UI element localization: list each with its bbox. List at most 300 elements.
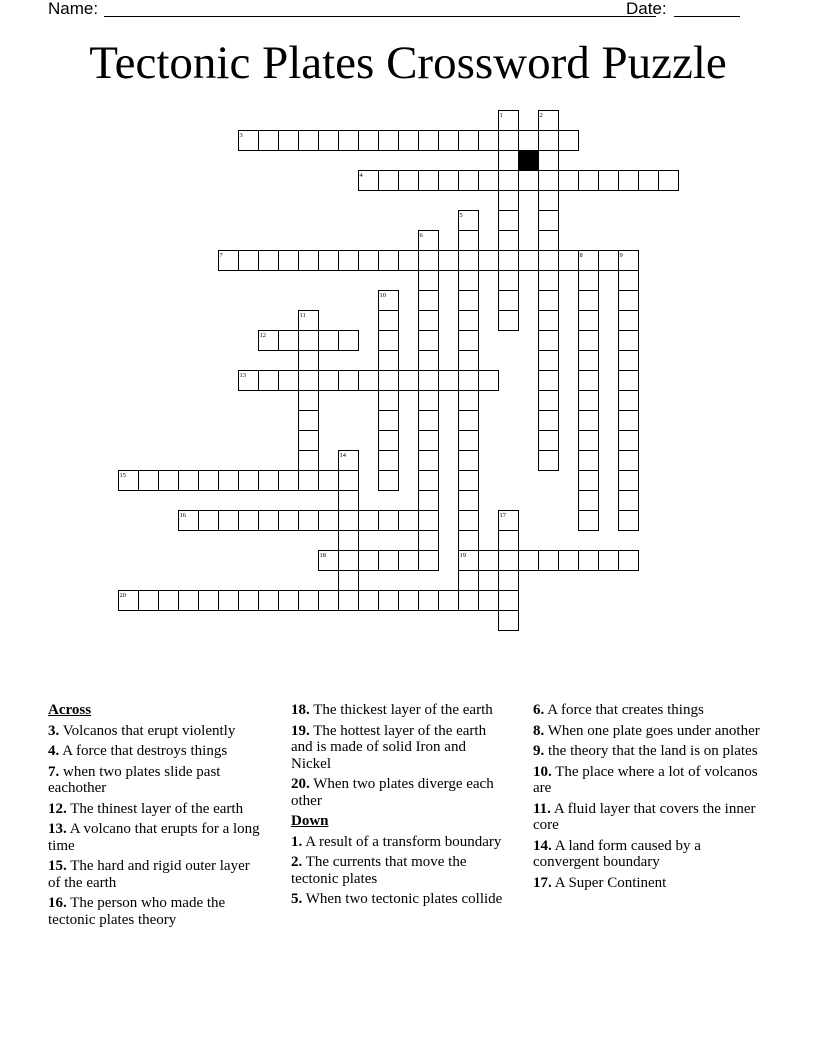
grid-cell[interactable] xyxy=(279,591,299,611)
grid-cell[interactable] xyxy=(359,511,379,531)
page-title: Tectonic Plates Crossword Puzzle xyxy=(89,37,727,89)
clue-text: The person who made the tectonic plates theory xyxy=(48,895,226,928)
grid-cell[interactable] xyxy=(499,131,519,151)
grid-cell[interactable] xyxy=(499,251,519,271)
grid-cell[interactable] xyxy=(359,131,379,151)
grid-cell[interactable] xyxy=(299,331,319,351)
clue-text: The hottest layer of the earth and is made of solid Iron and Nickel xyxy=(291,722,487,772)
grid-cell[interactable] xyxy=(379,591,399,611)
down-clue xyxy=(533,764,761,797)
grid-cell[interactable] xyxy=(379,351,399,371)
grid-cell[interactable] xyxy=(459,131,479,151)
grid-cell[interactable] xyxy=(459,591,479,611)
grid-cell[interactable] xyxy=(139,471,159,491)
grid-cell[interactable] xyxy=(499,311,519,331)
grid-cell[interactable] xyxy=(459,451,479,471)
clue-text: A volcano that erupts for a long time xyxy=(48,821,260,854)
grid-cell[interactable] xyxy=(599,171,619,191)
grid-cell[interactable] xyxy=(539,391,559,411)
across-clue xyxy=(291,723,509,773)
clue-number-label: 6 xyxy=(419,232,423,239)
grid-cell[interactable] xyxy=(279,251,299,271)
grid-cell[interactable] xyxy=(479,171,499,191)
clue-text: A fluid layer that covers the inner core xyxy=(533,800,756,833)
grid-cell[interactable] xyxy=(159,591,179,611)
grid-cell[interactable] xyxy=(659,171,679,191)
grid-cell[interactable] xyxy=(499,291,519,311)
grid-cell[interactable] xyxy=(279,131,299,151)
grid-cell[interactable] xyxy=(379,391,399,411)
grid-cell[interactable] xyxy=(419,351,439,371)
grid-cell[interactable] xyxy=(419,531,439,551)
grid-cell[interactable] xyxy=(579,391,599,411)
name-label: Name: xyxy=(48,0,99,18)
grid-cell[interactable] xyxy=(219,591,239,611)
grid-cell[interactable] xyxy=(179,471,199,491)
grid-cell[interactable] xyxy=(339,371,359,391)
clue-column-2 xyxy=(291,702,509,912)
grid-cell[interactable] xyxy=(399,251,419,271)
across-clue xyxy=(48,723,264,740)
grid-cell[interactable] xyxy=(299,431,319,451)
grid-cell[interactable] xyxy=(539,311,559,331)
clue-number-label: 5 xyxy=(459,212,463,219)
grid-cell[interactable] xyxy=(579,551,599,571)
grid-cell[interactable] xyxy=(419,491,439,511)
grid-cell[interactable] xyxy=(459,571,479,591)
grid-cell[interactable] xyxy=(499,571,519,591)
grid-cell[interactable] xyxy=(299,591,319,611)
grid-cell[interactable] xyxy=(359,591,379,611)
grid-cell[interactable] xyxy=(279,511,299,531)
grid-cell[interactable] xyxy=(339,471,359,491)
clue-number-label: 19 xyxy=(459,552,466,559)
grid-cell[interactable] xyxy=(619,291,639,311)
grid-cell[interactable] xyxy=(339,551,359,571)
grid-cell[interactable] xyxy=(319,131,339,151)
down-clue xyxy=(533,838,761,871)
grid-cell[interactable] xyxy=(599,551,619,571)
clue-text: the theory that the land is on plates xyxy=(548,743,758,759)
grid-cell[interactable] xyxy=(579,431,599,451)
clue-number: 16. xyxy=(48,895,67,911)
grid-cell[interactable] xyxy=(499,171,519,191)
grid-cell[interactable] xyxy=(519,171,539,191)
grid-cell[interactable] xyxy=(219,471,239,491)
grid-cell[interactable] xyxy=(539,191,559,211)
grid-cell[interactable] xyxy=(279,471,299,491)
grid-cell[interactable] xyxy=(579,351,599,371)
grid-cell[interactable] xyxy=(379,511,399,531)
grid-cell[interactable] xyxy=(539,371,559,391)
down-clue xyxy=(533,875,761,892)
clue-number: 6. xyxy=(533,702,545,718)
grid-cell[interactable] xyxy=(519,551,539,571)
grid-cell[interactable] xyxy=(499,611,519,631)
grid-cell[interactable] xyxy=(219,511,239,531)
grid-cell[interactable] xyxy=(479,591,499,611)
grid-cell[interactable] xyxy=(419,251,439,271)
grid-cell[interactable] xyxy=(259,471,279,491)
grid-cell[interactable] xyxy=(299,251,319,271)
grid-cell[interactable] xyxy=(319,511,339,531)
grid-cell[interactable] xyxy=(419,431,439,451)
grid-cell[interactable] xyxy=(539,411,559,431)
grid-cell[interactable] xyxy=(439,131,459,151)
grid-cell[interactable] xyxy=(499,271,519,291)
grid-cell[interactable] xyxy=(239,251,259,271)
grid-cell[interactable] xyxy=(379,431,399,451)
grid-cell[interactable] xyxy=(399,551,419,571)
clue-number: 19. xyxy=(291,722,310,739)
clue-number-label: 4 xyxy=(359,172,363,179)
grid-cell[interactable] xyxy=(459,371,479,391)
grid-cell[interactable] xyxy=(399,591,419,611)
clue-number-label: 9 xyxy=(619,252,623,259)
grid-cell[interactable] xyxy=(379,251,399,271)
date-label: Date: xyxy=(626,0,667,18)
grid-cell[interactable] xyxy=(539,211,559,231)
grid-cell[interactable] xyxy=(419,411,439,431)
grid-cell[interactable] xyxy=(579,451,599,471)
across-clue xyxy=(291,702,509,719)
grid-cell[interactable] xyxy=(399,171,419,191)
grid-cell[interactable] xyxy=(319,251,339,271)
clue-text: The currents that move the tectonic plates xyxy=(291,854,467,887)
grid-cell[interactable] xyxy=(519,251,539,271)
grid-cell[interactable] xyxy=(459,531,479,551)
grid-cell[interactable] xyxy=(459,471,479,491)
grid-cell[interactable] xyxy=(259,591,279,611)
grid-cell[interactable] xyxy=(579,511,599,531)
clue-number: 20. xyxy=(291,776,310,792)
down-clue xyxy=(533,801,761,834)
grid-cell[interactable] xyxy=(579,371,599,391)
clue-text: When two plates diverge each other xyxy=(291,776,494,809)
grid-cell[interactable] xyxy=(619,471,639,491)
grid-cell[interactable] xyxy=(459,271,479,291)
clue-number: 2. xyxy=(291,854,303,870)
clue-number: 17. xyxy=(533,874,552,891)
clue-number: 9. xyxy=(533,743,545,759)
grid-cell[interactable] xyxy=(419,271,439,291)
grid-cell[interactable] xyxy=(419,471,439,491)
grid-cell[interactable] xyxy=(199,511,219,531)
grid-cell[interactable] xyxy=(579,291,599,311)
clue-number-label: 17 xyxy=(499,512,506,519)
grid-cell[interactable] xyxy=(539,291,559,311)
down-clue xyxy=(533,723,761,740)
grid-cell[interactable] xyxy=(599,251,619,271)
clue-column-1 xyxy=(48,702,264,932)
grid-cell[interactable] xyxy=(319,591,339,611)
clue-number: 15. xyxy=(48,858,67,874)
across-clue xyxy=(48,895,264,928)
clue-number: 13. xyxy=(48,821,67,837)
grid-cell[interactable] xyxy=(259,131,279,151)
clue-number: 8. xyxy=(533,722,545,739)
clue-number: 12. xyxy=(48,800,67,817)
grid-cell[interactable] xyxy=(579,331,599,351)
grid-cell[interactable] xyxy=(279,371,299,391)
grid-cell[interactable] xyxy=(379,411,399,431)
across-clue xyxy=(48,821,264,854)
clue-number: 11. xyxy=(533,800,551,817)
grid-cell[interactable] xyxy=(319,331,339,351)
grid-cell[interactable] xyxy=(459,291,479,311)
across-clue xyxy=(48,801,264,818)
grid-cell[interactable] xyxy=(539,351,559,371)
grid-cell[interactable] xyxy=(299,471,319,491)
across-clue xyxy=(48,743,264,760)
grid-cell[interactable] xyxy=(199,591,219,611)
clue-number-label: 7 xyxy=(219,252,223,259)
clue-text: The thickest layer of the earth xyxy=(313,702,493,718)
grid-cell[interactable] xyxy=(419,311,439,331)
clue-number-label: 13 xyxy=(239,372,246,379)
clue-text: The hard and rigid outer layer of the earth xyxy=(48,858,250,891)
grid-cell[interactable] xyxy=(579,411,599,431)
clue-number-label: 8 xyxy=(579,252,583,259)
grid-cell[interactable] xyxy=(579,171,599,191)
grid-cell[interactable] xyxy=(299,391,319,411)
grid-cell[interactable] xyxy=(539,551,559,571)
grid-cell[interactable] xyxy=(419,551,439,571)
grid-cell[interactable] xyxy=(459,391,479,411)
grid-cell[interactable] xyxy=(199,471,219,491)
grid-cell[interactable] xyxy=(619,351,639,371)
clue-number: 10. xyxy=(533,763,552,780)
grid-cell[interactable] xyxy=(579,311,599,331)
grid-cell[interactable] xyxy=(339,131,359,151)
grid-cell[interactable] xyxy=(179,591,199,611)
grid-cell[interactable] xyxy=(619,171,639,191)
grid-cell[interactable] xyxy=(379,551,399,571)
grid-cell[interactable] xyxy=(639,171,659,191)
clue-number-label: 3 xyxy=(239,132,243,139)
clue-number: 14. xyxy=(533,837,552,854)
grid-cell[interactable] xyxy=(539,131,559,151)
grid-cell[interactable] xyxy=(139,591,159,611)
down-clue xyxy=(533,743,761,760)
grid-cell[interactable] xyxy=(459,311,479,331)
clue-text: The place where a lot of volcanos are xyxy=(533,763,758,796)
clue-column-3 xyxy=(533,702,761,895)
grid-cell[interactable] xyxy=(459,411,479,431)
grid-cell[interactable] xyxy=(539,451,559,471)
grid-cell[interactable] xyxy=(259,251,279,271)
grid-cell[interactable] xyxy=(419,371,439,391)
grid-cell[interactable] xyxy=(499,591,519,611)
clue-number-label: 11 xyxy=(299,312,306,319)
grid-cell[interactable] xyxy=(299,371,319,391)
grid-cell[interactable] xyxy=(419,291,439,311)
grid-cell[interactable] xyxy=(559,551,579,571)
grid-cell[interactable] xyxy=(319,371,339,391)
down-clue xyxy=(291,891,509,908)
grid-cell[interactable] xyxy=(339,331,359,351)
grid-cell[interactable] xyxy=(399,131,419,151)
grid-cell[interactable] xyxy=(539,231,559,251)
grid-cell[interactable] xyxy=(559,131,579,151)
grid-cell[interactable] xyxy=(619,391,639,411)
grid-cell[interactable] xyxy=(319,471,339,491)
grid-cell[interactable] xyxy=(479,551,499,571)
grid-cell[interactable] xyxy=(419,171,439,191)
grid-cell[interactable] xyxy=(459,431,479,451)
clue-text: When one plate goes under another xyxy=(547,722,760,739)
grid-cell[interactable] xyxy=(299,451,319,471)
grid-cell[interactable] xyxy=(379,131,399,151)
grid-cell[interactable] xyxy=(279,331,299,351)
grid-cell[interactable] xyxy=(579,271,599,291)
grid-cell[interactable] xyxy=(479,131,499,151)
grid-cell[interactable] xyxy=(439,171,459,191)
grid-cell[interactable] xyxy=(379,311,399,331)
grid-cell[interactable] xyxy=(339,571,359,591)
grid-cell[interactable] xyxy=(619,371,639,391)
grid-cell[interactable] xyxy=(359,251,379,271)
grid-cell[interactable] xyxy=(419,591,439,611)
clue-text: A land form caused by a convergent boundary xyxy=(533,837,701,870)
clue-number: 7. xyxy=(48,763,60,780)
grid-cell[interactable] xyxy=(499,211,519,231)
grid-cell[interactable] xyxy=(239,591,259,611)
grid-cell[interactable] xyxy=(559,251,579,271)
across-clue xyxy=(291,776,509,809)
clue-text: Volcanos that erupt violently xyxy=(62,722,236,739)
grid-cell[interactable] xyxy=(379,471,399,491)
grid-cell[interactable] xyxy=(479,371,499,391)
grid-cell[interactable] xyxy=(339,531,359,551)
grid-cell[interactable] xyxy=(299,411,319,431)
grid-cell[interactable] xyxy=(619,331,639,351)
clue-text: A Super Continent xyxy=(554,874,667,891)
grid-cell[interactable] xyxy=(619,271,639,291)
clue-number-label: 10 xyxy=(379,292,386,299)
grid-cell[interactable] xyxy=(499,531,519,551)
grid-cell[interactable] xyxy=(399,371,419,391)
down-heading: Down xyxy=(291,813,329,829)
grid-cell[interactable] xyxy=(619,551,639,571)
grid-cell[interactable] xyxy=(439,251,459,271)
grid-cell[interactable] xyxy=(499,551,519,571)
grid-cell[interactable] xyxy=(539,431,559,451)
grid-cell[interactable] xyxy=(299,351,319,371)
down-clue xyxy=(533,702,761,719)
across-clue xyxy=(48,858,264,891)
clue-number-label: 15 xyxy=(119,472,126,479)
grid-cell[interactable] xyxy=(539,271,559,291)
grid-cell[interactable] xyxy=(579,471,599,491)
grid-cell[interactable] xyxy=(459,491,479,511)
grid-cell[interactable] xyxy=(339,251,359,271)
grid-cell[interactable] xyxy=(459,511,479,531)
grid-cell[interactable] xyxy=(239,511,259,531)
grid-cell[interactable] xyxy=(259,511,279,531)
across-heading: Across xyxy=(48,702,92,718)
grid-cell[interactable] xyxy=(299,131,319,151)
grid-cell[interactable] xyxy=(619,451,639,471)
grid-cell[interactable] xyxy=(539,171,559,191)
grid-cell[interactable] xyxy=(499,151,519,171)
clue-text: A force that destroys things xyxy=(62,743,228,759)
grid-cell[interactable] xyxy=(579,491,599,511)
clue-number-label: 14 xyxy=(339,452,346,459)
grid-cell[interactable] xyxy=(259,371,279,391)
grid-cell[interactable] xyxy=(459,251,479,271)
grid-cell[interactable] xyxy=(159,471,179,491)
clue-number: 1. xyxy=(291,833,303,850)
grid-cell[interactable] xyxy=(459,351,479,371)
clue-text: A result of a transform boundary xyxy=(305,833,502,850)
black-cell xyxy=(519,151,539,171)
grid-cell[interactable] xyxy=(439,591,459,611)
grid-cell[interactable] xyxy=(299,511,319,531)
grid-cell[interactable] xyxy=(419,331,439,351)
grid-cell[interactable] xyxy=(379,171,399,191)
clue-number: 4. xyxy=(48,743,60,759)
grid-cell[interactable] xyxy=(339,491,359,511)
clue-number-label: 18 xyxy=(319,552,326,559)
grid-cell[interactable] xyxy=(459,331,479,351)
grid-cell[interactable] xyxy=(459,231,479,251)
grid-cell[interactable] xyxy=(499,191,519,211)
down-clue xyxy=(291,834,509,851)
clue-number: 18. xyxy=(291,702,310,718)
grid-cell[interactable] xyxy=(359,551,379,571)
clue-text: The thinest layer of the earth xyxy=(70,800,244,817)
grid-cell[interactable] xyxy=(539,151,559,171)
grid-cell[interactable] xyxy=(419,511,439,531)
grid-cell[interactable] xyxy=(339,511,359,531)
grid-cell[interactable] xyxy=(519,131,539,151)
grid-cell[interactable] xyxy=(539,331,559,351)
grid-cell[interactable] xyxy=(559,171,579,191)
grid-cell[interactable] xyxy=(619,431,639,451)
grid-cell[interactable] xyxy=(379,331,399,351)
grid-cell[interactable] xyxy=(619,491,639,511)
grid-cell[interactable] xyxy=(459,171,479,191)
grid-cell[interactable] xyxy=(419,391,439,411)
clue-number-label: 1 xyxy=(499,112,503,119)
clue-text: When two tectonic plates collide xyxy=(305,891,503,907)
grid-cell[interactable] xyxy=(499,231,519,251)
clue-number: 5. xyxy=(291,891,303,907)
grid-cell[interactable] xyxy=(619,311,639,331)
grid-cell[interactable] xyxy=(359,371,379,391)
clue-number: 3. xyxy=(48,722,60,739)
across-clue xyxy=(48,764,264,797)
clue-number-label: 2 xyxy=(539,112,543,119)
grid-cell[interactable] xyxy=(419,131,439,151)
grid-cell[interactable] xyxy=(619,511,639,531)
grid-cell[interactable] xyxy=(399,511,419,531)
grid-cell[interactable] xyxy=(619,411,639,431)
clue-number-label: 16 xyxy=(179,512,186,519)
clue-number-label: 12 xyxy=(259,332,266,339)
grid-cell[interactable] xyxy=(479,251,499,271)
grid-cell[interactable] xyxy=(239,471,259,491)
clue-text: A force that creates things xyxy=(547,702,704,718)
down-clue xyxy=(291,854,509,887)
grid-cell[interactable] xyxy=(379,371,399,391)
grid-cell[interactable] xyxy=(379,451,399,471)
grid-cell[interactable] xyxy=(539,251,559,271)
grid-cell[interactable] xyxy=(439,371,459,391)
grid-cell[interactable] xyxy=(419,451,439,471)
grid-cell[interactable] xyxy=(339,591,359,611)
